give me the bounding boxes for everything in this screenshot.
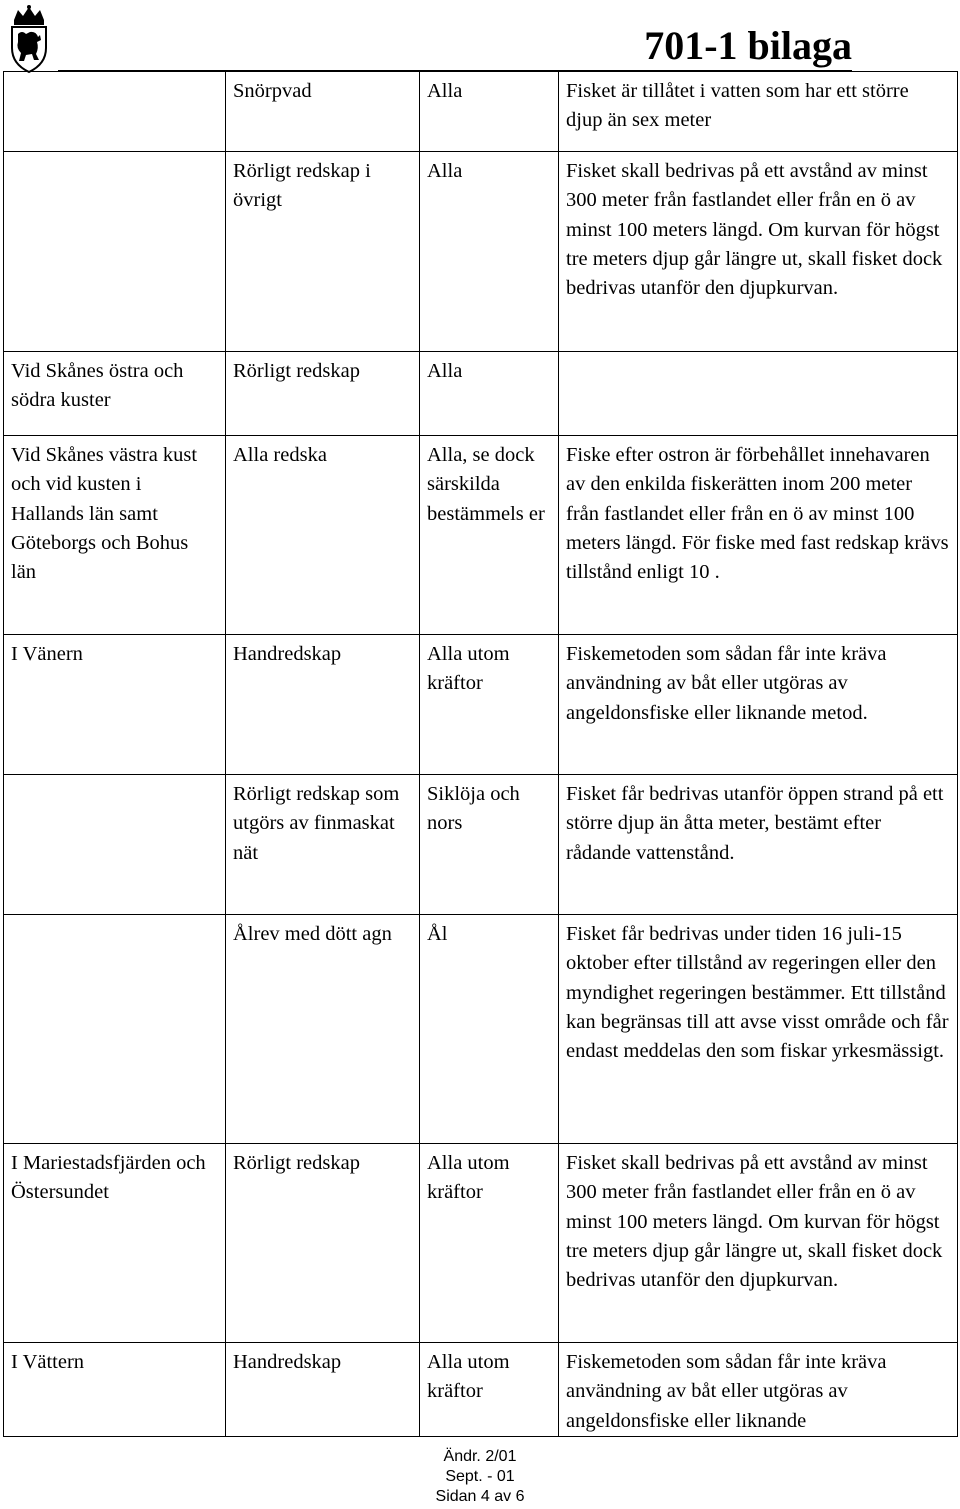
gear-cell: Handredskap bbox=[226, 635, 420, 775]
conditions-cell: Fiskemetoden som sådan får inte kräva användning av båt eller utgöras av angeldonsfiske eller liknande metod. bbox=[559, 635, 958, 775]
species-cell: Alla bbox=[420, 352, 559, 436]
table-row bbox=[4, 352, 958, 436]
coat-of-arms-logo bbox=[4, 4, 54, 76]
document-number: 701-1 bilaga bbox=[644, 23, 852, 68]
conditions-cell: Fiske efter ostron är förbehållet innehavaren av den enkilda fiskerätten inom 200 meter från fastlandet eller från en ö av minst 100 meters längd. För fiske med fast redskap krävs tillstånd enligt 10 . bbox=[559, 436, 958, 635]
conditions-cell bbox=[559, 352, 958, 436]
area-cell: Vid Skånes östra och södra kuster bbox=[4, 352, 226, 436]
gear-cell: Ålrev med dött agn bbox=[226, 915, 420, 1144]
area-cell bbox=[4, 775, 226, 915]
gear-cell: Snörpvad bbox=[226, 72, 420, 152]
gear-cell: Rörligt redskap i övrigt bbox=[226, 152, 420, 352]
conditions-cell: Fisket får bedrivas utanför öppen strand på ett större djup än åtta meter, bestämt efter rådande vattenstånd. bbox=[559, 775, 958, 915]
species-cell: Ål bbox=[420, 915, 559, 1144]
species-cell: Alla utom kräftor bbox=[420, 635, 559, 775]
area-cell: I Mariestadsfjärden och Östersundet bbox=[4, 1144, 226, 1343]
gear-cell: Alla redska bbox=[226, 436, 420, 635]
species-cell: Alla bbox=[420, 152, 559, 352]
gear-cell: Rörligt redskap bbox=[226, 352, 420, 436]
conditions-cell: Fisket skall bedrivas på ett avstånd av minst 300 meter från fastlandet eller från en ö av minst 100 meters längd. Om kurvan för högst tre meters djup går längre ut, skall fisket dock bedrivas utanför den djupkurvan. bbox=[559, 152, 958, 352]
species-cell: Alla utom kräftor bbox=[420, 1144, 559, 1343]
area-cell bbox=[4, 152, 226, 352]
table-row bbox=[4, 1343, 958, 1437]
area-cell bbox=[4, 72, 226, 152]
conditions-cell: Fisket skall bedrivas på ett avstånd av minst 300 meter från fastlandet eller från en ö av minst 100 meters längd. Om kurvan för högst tre meters djup går längre ut, skall fisket dock bedrivas utanför den djupkurvan. bbox=[559, 1144, 958, 1343]
revision-date: Sept. - 01 bbox=[445, 1468, 515, 1485]
species-cell: Siklöja och nors bbox=[420, 775, 559, 915]
table-row bbox=[4, 1144, 958, 1343]
species-cell: Alla utom kräftor bbox=[420, 1343, 559, 1437]
area-cell: I Vänern bbox=[4, 635, 226, 775]
page-number: Sidan 4 av 6 bbox=[435, 1488, 525, 1505]
gear-cell: Handredskap bbox=[226, 1343, 420, 1437]
table-row bbox=[4, 436, 958, 635]
gear-cell: Rörligt redskap som utgörs av finmaskat nät bbox=[226, 775, 420, 915]
area-cell: I Vättern bbox=[4, 1343, 226, 1437]
species-cell: Alla, se dock särskilda bestämmels er bbox=[420, 436, 559, 635]
conditions-cell: Fisket är tillåtet i vatten som har ett större djup än sex meter bbox=[559, 72, 958, 152]
area-cell: Vid Skånes västra kust och vid kusten i Hallands län samt Göteborgs och Bohus län bbox=[4, 436, 226, 635]
regulations-table bbox=[3, 71, 958, 1437]
gear-cell: Rörligt redskap bbox=[226, 1144, 420, 1343]
conditions-cell: Fiskemetoden som sådan får inte kräva användning av båt eller utgöras av angeldonsfiske eller liknande bbox=[559, 1343, 958, 1437]
table-row bbox=[4, 915, 958, 1144]
table-row bbox=[4, 635, 958, 775]
revision-label: Ändr. 2/01 bbox=[443, 1448, 517, 1465]
page-footer bbox=[380, 1447, 580, 1507]
conditions-cell: Fisket får bedrivas under tiden 16 juli-15 oktober efter tillstånd av regeringen eller den myndighet regeringen bestämmer. Ett tillstånd kan begränsas till att avse visst område och får endast meddelas den som fiskar yrkesmässigt. bbox=[559, 915, 958, 1144]
table-row bbox=[4, 72, 958, 152]
species-cell: Alla bbox=[420, 72, 559, 152]
area-cell bbox=[4, 915, 226, 1144]
table-row bbox=[4, 152, 958, 352]
table-row bbox=[4, 775, 958, 915]
